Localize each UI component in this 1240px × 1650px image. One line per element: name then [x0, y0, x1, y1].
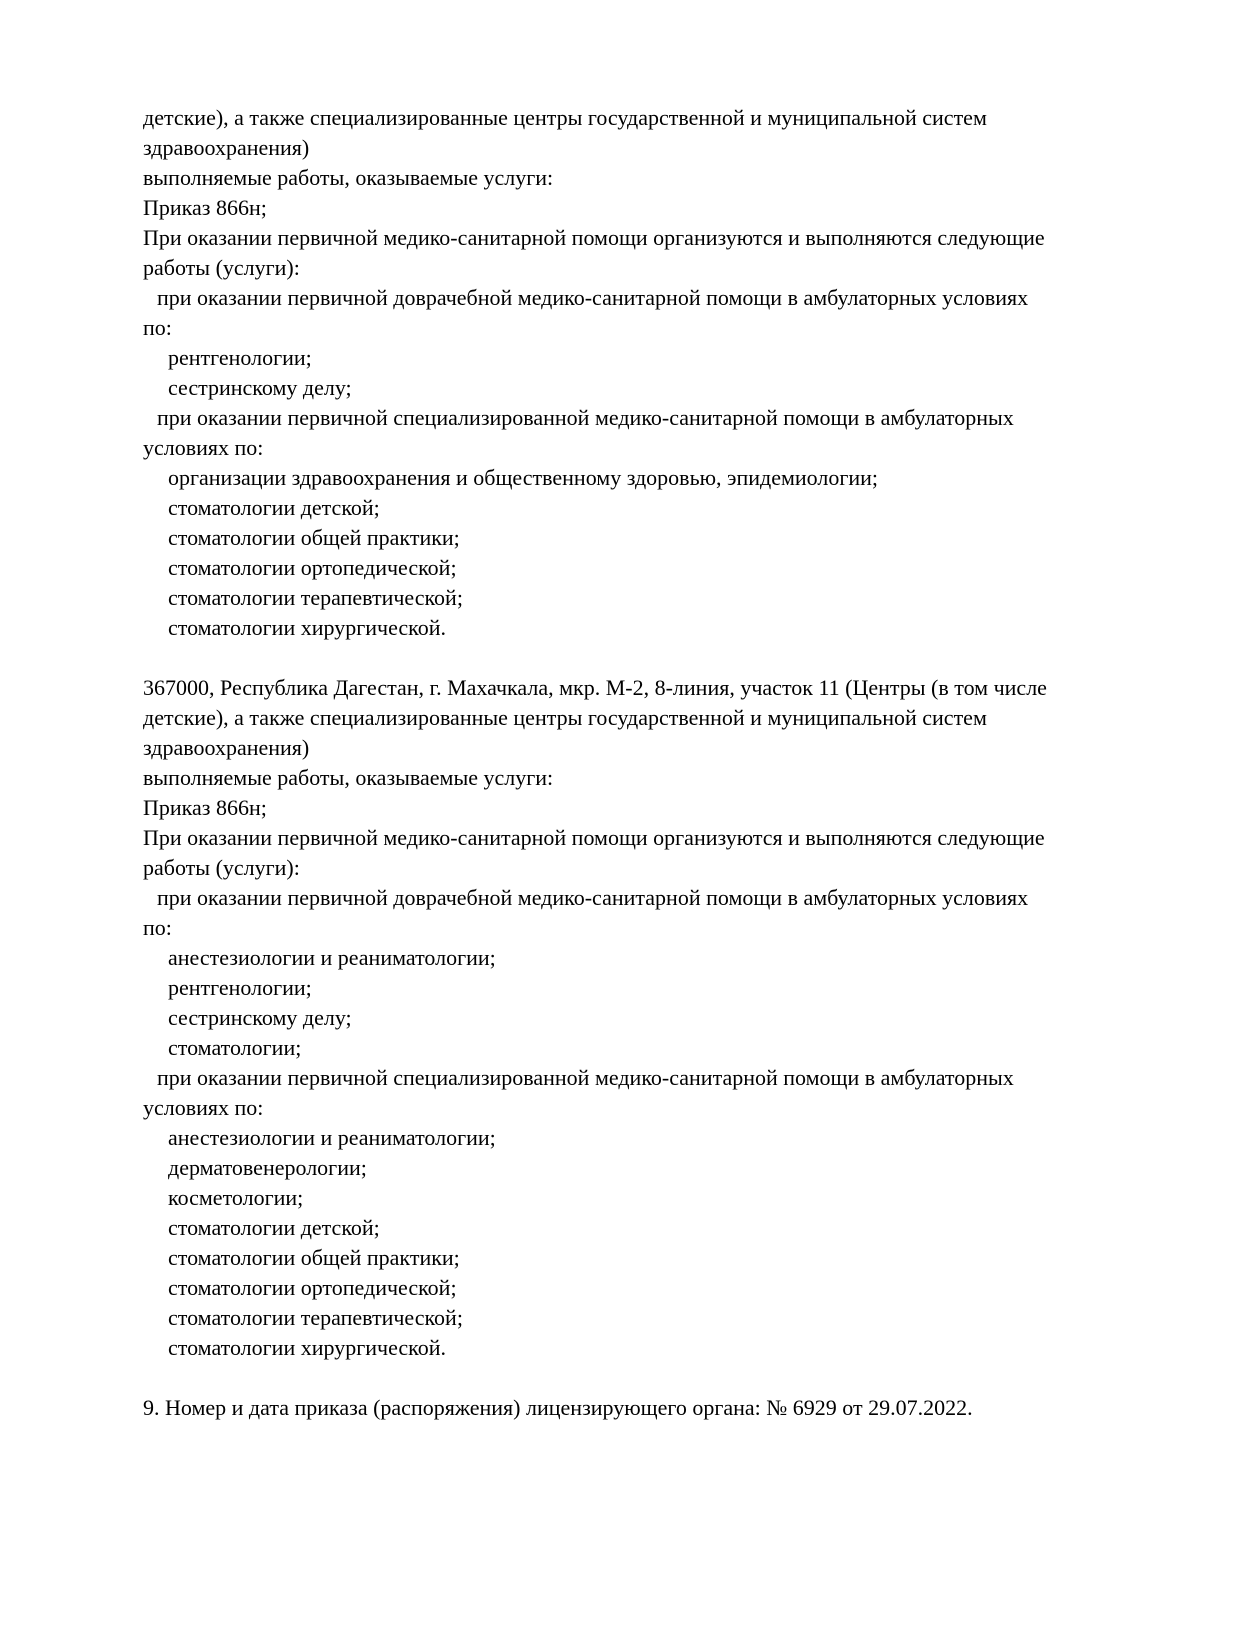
text-line: 9. Номер и дата приказа (распоряжения) лицензирующего органа: № 6929 от 29.07.2022.	[143, 1395, 973, 1420]
text-line: стоматологии детской;	[168, 495, 380, 520]
text-line: условиях по:	[143, 435, 264, 460]
text-line: стоматологии терапевтической;	[168, 585, 463, 610]
text-line: сестринскому делу;	[168, 1005, 352, 1030]
text-line: стоматологии;	[168, 1035, 302, 1060]
text-line: Приказ 866н;	[143, 795, 267, 820]
document-text	[143, 103, 1173, 1423]
text-line: Приказ 866н;	[143, 195, 267, 220]
text-line: стоматологии общей практики;	[168, 525, 460, 550]
text-line: по:	[143, 915, 172, 940]
blank-line	[143, 643, 1173, 673]
text-line: условиях по:	[143, 1095, 264, 1120]
text-line: при оказании первичной доврачебной медико-санитарной помощи в амбулаторных условиях	[157, 285, 1029, 310]
text-line: стоматологии хирургической.	[168, 1335, 446, 1360]
text-line: анестезиологии и реаниматологии;	[168, 1125, 496, 1150]
text-line: по:	[143, 315, 172, 340]
text-line: дерматовенерологии;	[168, 1155, 367, 1180]
text-line: здравоохранения)	[143, 135, 310, 160]
text-line: рентгенологии;	[168, 975, 312, 1000]
text-line: При оказании первичной медико-санитарной помощи организуются и выполняются следующие	[143, 825, 1045, 850]
text-line: работы (услуги):	[143, 855, 300, 880]
text-line: стоматологии ортопедической;	[168, 555, 457, 580]
text-line: при оказании первичной специализированной медико-санитарной помощи в амбулаторных	[157, 1065, 1014, 1090]
blank-line	[143, 1363, 1173, 1393]
text-line: при оказании первичной специализированной медико-санитарной помощи в амбулаторных	[157, 405, 1014, 430]
text-line: сестринскому делу;	[168, 375, 352, 400]
text-line: При оказании первичной медико-санитарной помощи организуются и выполняются следующие	[143, 225, 1045, 250]
text-line: здравоохранения)	[143, 735, 310, 760]
text-line: рентгенологии;	[168, 345, 312, 370]
text-line: выполняемые работы, оказываемые услуги:	[143, 165, 554, 190]
text-line: стоматологии терапевтической;	[168, 1305, 463, 1330]
text-line: косметологии;	[168, 1185, 304, 1210]
text-line: 367000, Республика Дагестан, г. Махачкала, мкр. М-2, 8-линия, участок 11 (Центры (в том числе	[143, 675, 1047, 700]
text-line: выполняемые работы, оказываемые услуги:	[143, 765, 554, 790]
text-line: при оказании первичной доврачебной медико-санитарной помощи в амбулаторных условиях	[157, 885, 1029, 910]
text-line: организации здравоохранения и общественному здоровью, эпидемиологии;	[168, 465, 879, 490]
text-line: стоматологии детской;	[168, 1215, 380, 1240]
text-line: детские), а также специализированные центры государственной и муниципальной систем	[143, 105, 987, 130]
text-line: стоматологии хирургической.	[168, 615, 446, 640]
text-line: стоматологии ортопедической;	[168, 1275, 457, 1300]
text-line: работы (услуги):	[143, 255, 300, 280]
text-line: детские), а также специализированные центры государственной и муниципальной систем	[143, 705, 987, 730]
text-line: анестезиологии и реаниматологии;	[168, 945, 496, 970]
text-line: стоматологии общей практики;	[168, 1245, 460, 1270]
